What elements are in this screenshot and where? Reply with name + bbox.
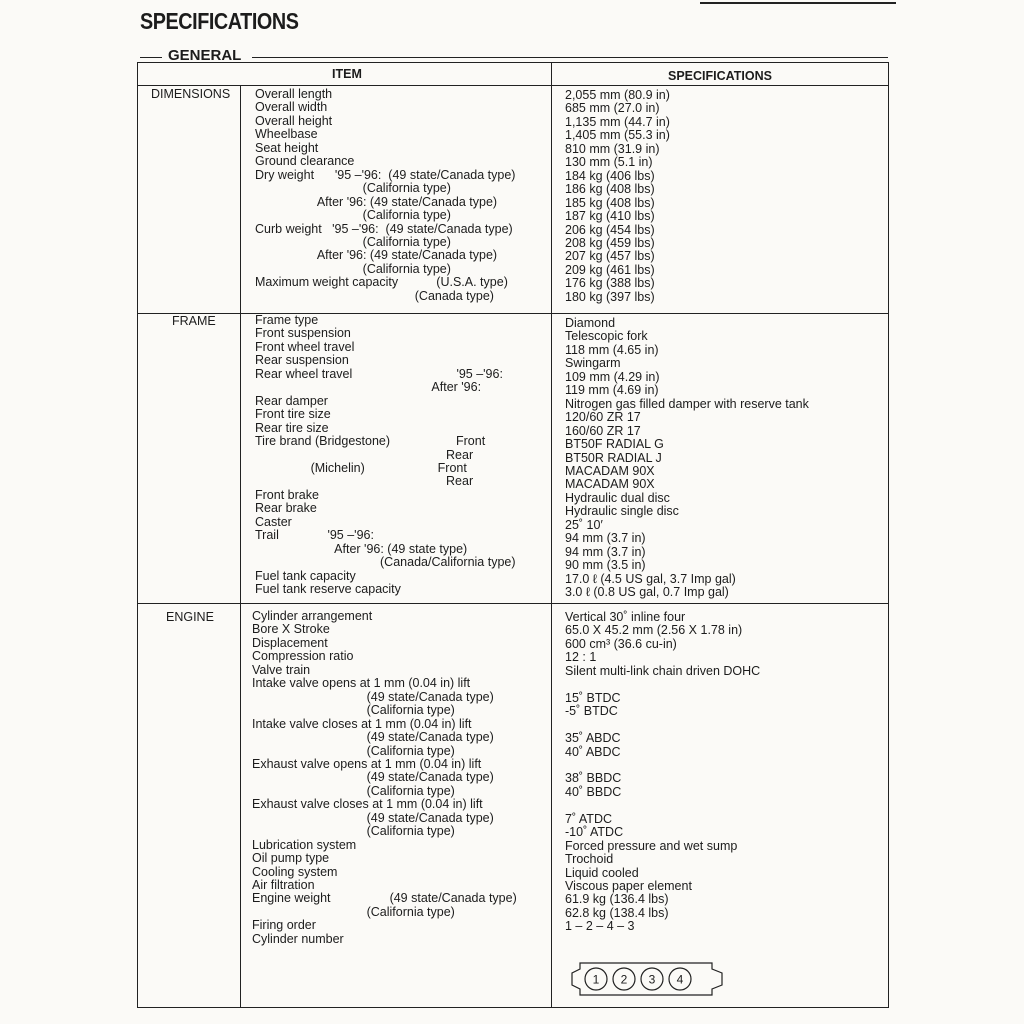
spec-value: 3.0 ℓ (0.8 US gal, 0.7 Imp gal) [565, 585, 729, 599]
spec-value: -5˚ BTDC [565, 704, 618, 719]
item-label: Rear damper [255, 393, 328, 408]
item-label: (Canada type) [255, 288, 494, 303]
spec-value: MACADAM 90X [565, 477, 655, 492]
spec-value: 12 : 1 [565, 650, 597, 665]
item-label: Fuel tank reserve capacity [255, 582, 401, 596]
spec-value: 90 mm (3.5 in) [565, 558, 646, 573]
item-label: Intake valve opens at 1 mm (0.04 in) lift [252, 676, 471, 691]
item-label: (49 state/Canada type) [252, 770, 494, 785]
item-label: Displacement [252, 635, 328, 650]
item-label: Tire brand (Bridgestone) Front [255, 434, 486, 449]
item-label: Frame type [255, 313, 319, 327]
spec-value: 25˚ 10′ [565, 517, 603, 532]
item-label: Rear tire size [255, 420, 329, 435]
item-label: Exhaust valve closes at 1 mm (0.04 in) lift [252, 797, 483, 812]
spec-value: 62.8 kg (138.4 lbs) [565, 905, 669, 920]
item-label: Front brake [255, 487, 319, 502]
header-specifications: SPECIFICATIONS [668, 69, 772, 83]
spec-value: Hydraulic single disc [565, 504, 679, 519]
spec-value: 109 mm (4.29 in) [565, 369, 660, 384]
item-label: Rear [255, 447, 474, 462]
top-rule [700, 2, 896, 4]
item-label: Front suspension [255, 326, 351, 341]
cylinder-number: 4 [676, 972, 684, 987]
spec-value: 209 kg (461 lbs) [565, 262, 655, 277]
spec-value: 61.9 kg (136.4 lbs) [565, 892, 669, 907]
item-label: (California type) [255, 234, 451, 249]
spec-value: Telescopic fork [565, 329, 648, 344]
spec-value: 187 kg (410 lbs) [565, 209, 655, 224]
item-label: Overall width [255, 100, 328, 115]
item-label: (California type) [255, 261, 451, 276]
item-label: (Michelin) Front [255, 460, 467, 475]
category-dimensions: DIMENSIONS [151, 87, 231, 101]
column-divider-category [240, 85, 241, 1007]
spec-value: Trochoid [565, 852, 614, 867]
spec-value: 7˚ ATDC [565, 811, 612, 826]
item-label: (California type) [255, 208, 451, 223]
spec-value: -10˚ ATDC [565, 825, 624, 840]
spec-value: 1 – 2 – 4 – 3 [565, 919, 635, 934]
item-label: (49 state/Canada type) [252, 810, 494, 825]
item-label: Cylinder arrangement [252, 609, 373, 623]
item-label: Overall length [255, 87, 333, 101]
item-label: Overall height [255, 113, 333, 128]
item-label: After '96: (49 state type) [255, 541, 468, 556]
spec-value: 186 kg (408 lbs) [565, 182, 655, 197]
item-label: Ground clearance [255, 154, 355, 169]
spec-value: Viscous paper element [565, 879, 692, 893]
spec-value: 65.0 X 45.2 mm (2.56 X 1.78 in) [565, 623, 743, 638]
item-label: Compression ratio [252, 649, 354, 664]
spec-value: BT50R RADIAL J [565, 450, 662, 465]
spec-value: 40˚ ABDC [565, 744, 621, 759]
item-label: (California type) [255, 181, 451, 196]
item-label: After '96: (49 state/Canada type) [255, 194, 498, 209]
item-label: Cooling system [252, 864, 338, 879]
item-label: Front wheel travel [255, 339, 355, 354]
cylinder-number-diagram [566, 955, 730, 1003]
item-label: Front tire size [255, 407, 331, 422]
item-label: (California type) [252, 904, 455, 919]
item-label: Engine weight (49 state/Canada type) [252, 891, 517, 906]
spec-value: 35˚ ABDC [565, 731, 621, 746]
spec-value: 207 kg (457 lbs) [565, 249, 655, 264]
spec-value: 38˚ BBDC [565, 771, 622, 786]
item-label: Lubrication system [252, 837, 357, 852]
spec-value: Liquid cooled [565, 865, 639, 880]
spec-value: 1,405 mm (55.3 in) [565, 128, 670, 143]
spec-value: Diamond [565, 316, 616, 330]
item-label: After '96: (49 state/Canada type) [255, 248, 498, 263]
item-label: Seat height [255, 140, 319, 155]
row-divider-engine [138, 603, 888, 604]
item-label: Firing order [252, 918, 316, 933]
item-label: Dry weight '95 –'96: (49 state/Canada type) [255, 167, 516, 182]
item-label: After '96: [255, 380, 482, 395]
item-label: Caster [255, 514, 292, 529]
cylinder-number: 3 [648, 972, 656, 987]
row-divider-frame [138, 313, 888, 314]
item-label: Rear suspension [255, 353, 349, 368]
spec-value: 17.0 ℓ (4.5 US gal, 3.7 Imp gal) [565, 571, 736, 586]
item-label: Rear [255, 474, 474, 489]
item-label: Rear wheel travel '95 –'96: [255, 366, 503, 381]
spec-value: 685 mm (27.0 in) [565, 101, 660, 116]
header-rule [138, 85, 888, 86]
spec-value: Silent multi-link chain driven DOHC [565, 663, 761, 678]
category-engine: ENGINE [166, 610, 214, 624]
cylinder-number: 2 [620, 972, 628, 987]
category-frame: FRAME [172, 314, 216, 328]
item-label: Air filtration [252, 878, 315, 892]
spec-value: 184 kg (406 lbs) [565, 168, 655, 183]
item-label: Intake valve closes at 1 mm (0.04 in) lift [252, 716, 472, 731]
item-label: Valve train [252, 662, 311, 677]
specifications-table [137, 62, 889, 1008]
item-label: (California type) [252, 824, 455, 839]
item-label: Exhaust valve opens at 1 mm (0.04 in) lift [252, 756, 482, 771]
item-label: (California type) [252, 783, 455, 798]
item-label: Curb weight '95 –'96: (49 state/Canada type) [255, 221, 513, 236]
spec-value: 1,135 mm (44.7 in) [565, 114, 670, 129]
item-label: Fuel tank capacity [255, 568, 356, 583]
spec-value: Hydraulic dual disc [565, 490, 670, 505]
spec-value: MACADAM 90X [565, 463, 655, 478]
item-label: Oil pump type [252, 851, 330, 866]
spec-value: 2,055 mm (80.9 in) [565, 88, 670, 102]
item-label: Trail '95 –'96: [255, 528, 374, 543]
spec-value: 810 mm (31.9 in) [565, 141, 660, 156]
spec-value: 176 kg (388 lbs) [565, 276, 655, 291]
spec-value: Forced pressure and wet sump [565, 838, 738, 853]
spec-value: Swingarm [565, 356, 621, 371]
item-label: Wheelbase [255, 127, 318, 142]
spec-value: 130 mm (5.1 in) [565, 155, 653, 170]
item-label: (California type) [252, 743, 455, 758]
item-label: Maximum weight capacity (U.S.A. type) [255, 275, 508, 290]
cylinder-number: 1 [592, 972, 600, 987]
spec-value: 118 mm (4.65 in) [565, 342, 659, 357]
spec-value: 40˚ BBDC [565, 784, 622, 799]
spec-value: 208 kg (459 lbs) [565, 235, 655, 250]
section-rule-left [140, 57, 162, 58]
header-item: ITEM [332, 67, 362, 81]
column-divider-spec [551, 63, 552, 1007]
spec-value: 15˚ BTDC [565, 690, 621, 705]
spec-value: 180 kg (397 lbs) [565, 289, 655, 304]
spec-value: 600 cm³ (36.6 cu-in) [565, 636, 677, 651]
item-label: Cylinder number [252, 931, 344, 946]
spec-value: 119 mm (4.69 in) [565, 383, 659, 398]
item-label: (49 state/Canada type) [252, 730, 494, 745]
item-label: (Canada/California type) [255, 555, 516, 570]
spec-value: Vertical 30˚ inline four [565, 610, 686, 624]
spec-value: 206 kg (454 lbs) [565, 222, 655, 237]
section-title: GENERAL [168, 47, 242, 64]
spec-value: Nitrogen gas filled damper with reserve tank [565, 396, 809, 411]
spec-value: 94 mm (3.7 in) [565, 531, 646, 546]
item-label: Rear brake [255, 501, 317, 516]
spec-value: 185 kg (408 lbs) [565, 195, 655, 210]
spec-value: 160/60 ZR 17 [565, 423, 641, 438]
item-label: (49 state/Canada type) [252, 689, 494, 704]
spec-value: 120/60 ZR 17 [565, 410, 641, 425]
section-rule-right [252, 57, 888, 58]
item-label: Bore X Stroke [252, 622, 330, 637]
item-label: (California type) [252, 703, 455, 718]
page-title: SPECIFICATIONS [140, 8, 299, 34]
spec-value: 94 mm (3.7 in) [565, 544, 646, 559]
spec-value: BT50F RADIAL G [565, 437, 664, 452]
